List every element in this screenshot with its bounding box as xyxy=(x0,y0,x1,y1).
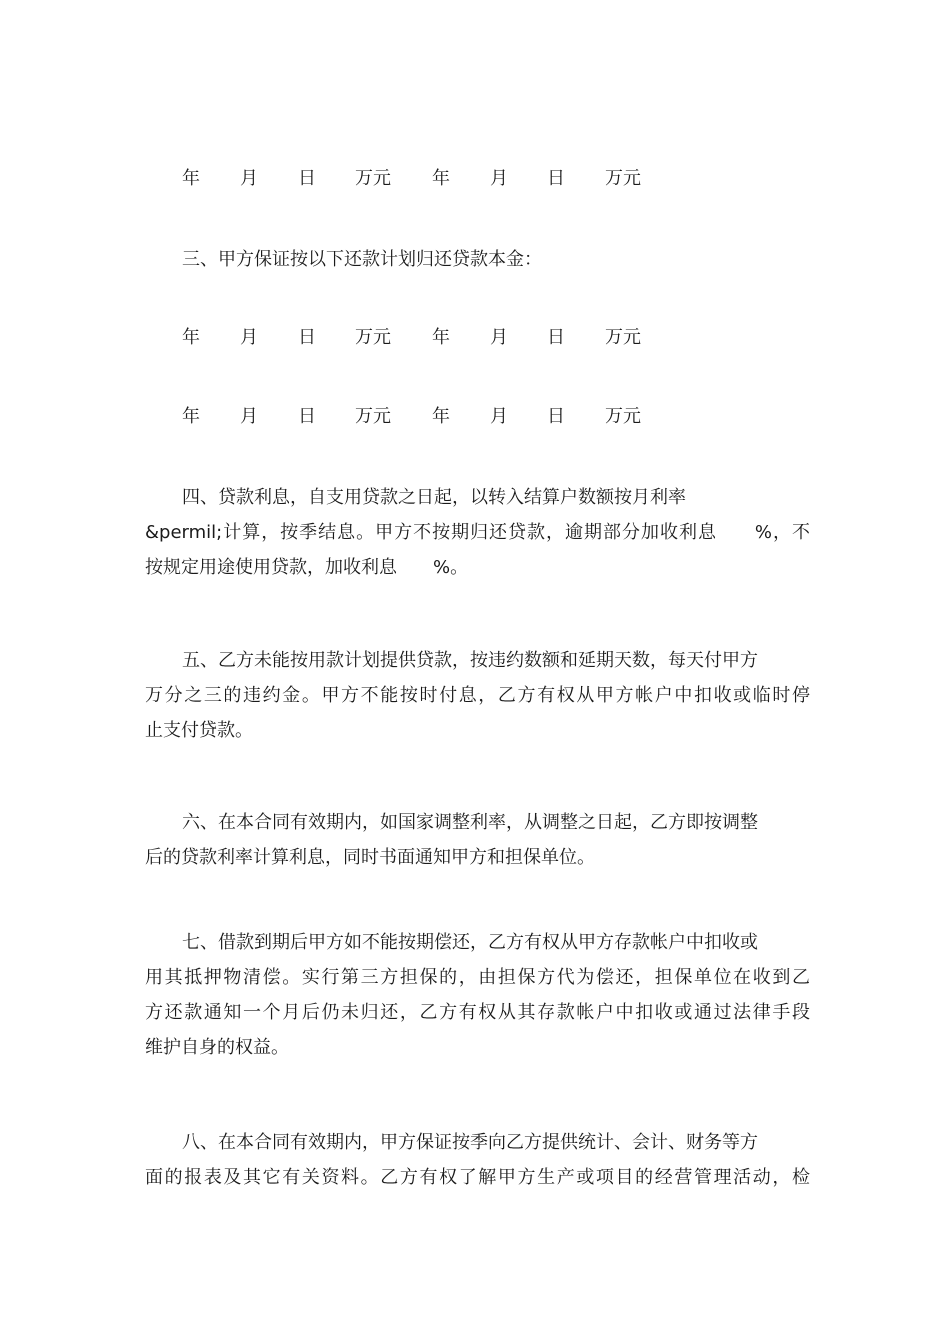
amount-label: 万元 xyxy=(355,168,391,189)
clause-7 xyxy=(145,925,810,1065)
amount-label: 万元 xyxy=(355,327,391,348)
year-label: 年 xyxy=(432,406,450,427)
clause-7-line: 用其抵押物清偿。实行第三方担保的，由担保方代为偿还，担保单位在收到乙 xyxy=(145,967,810,988)
clause-6 xyxy=(145,805,810,875)
year-label: 年 xyxy=(182,168,200,189)
clause-7-line: 方还款通知一个月后仍未归还，乙方有权从其存款帐户中扣收或通过法律手段 xyxy=(145,1002,810,1023)
repayment-date-row-1 xyxy=(0,164,950,194)
clause-7-line: 七、借款到期后甲方如不能按期偿还，乙方有权从甲方存款帐户中扣收或 xyxy=(182,932,758,953)
clause-4 xyxy=(145,480,810,585)
day-label: 日 xyxy=(547,327,565,348)
year-label: 年 xyxy=(432,168,450,189)
clause-3 xyxy=(145,242,810,277)
month-label: 月 xyxy=(490,327,508,348)
clause-5-line: 五、乙方未能按用款计划提供贷款，按违约数额和延期天数，每天付甲方 xyxy=(182,650,758,671)
month-label: 月 xyxy=(490,406,508,427)
clause-4-line: 按规定用途使用贷款，加收利息 %。 xyxy=(145,557,469,578)
clause-3-text: 三、甲方保证按以下还款计划归还贷款本金： xyxy=(182,249,542,270)
clause-4-line: 四、贷款利息，自支用贷款之日起，以转入结算户数额按月利率 xyxy=(182,487,686,508)
month-label: 月 xyxy=(240,168,258,189)
clause-5 xyxy=(145,643,810,748)
year-label: 年 xyxy=(182,327,200,348)
repayment-date-row-2 xyxy=(0,323,950,353)
year-label: 年 xyxy=(432,327,450,348)
year-label: 年 xyxy=(182,406,200,427)
day-label: 日 xyxy=(547,168,565,189)
day-label: 日 xyxy=(298,327,316,348)
amount-label: 万元 xyxy=(605,327,641,348)
month-label: 月 xyxy=(240,406,258,427)
amount-label: 万元 xyxy=(605,406,641,427)
clause-5-line: 止支付贷款。 xyxy=(145,720,253,741)
clause-7-line: 维护自身的权益。 xyxy=(145,1037,289,1058)
clause-8-line: 面的报表及其它有关资料。乙方有权了解甲方生产或项目的经营管理活动，检 xyxy=(145,1167,810,1188)
day-label: 日 xyxy=(298,168,316,189)
clause-5-line: 万分之三的违约金。甲方不能按时付息，乙方有权从甲方帐户中扣收或临时停 xyxy=(145,685,810,706)
clause-6-line: 后的贷款利率计算利息，同时书面通知甲方和担保单位。 xyxy=(145,847,595,868)
clause-4-line: &permil;计算，按季结息。甲方不按期归还贷款，逾期部分加收利息 %，不 xyxy=(145,522,810,543)
amount-label: 万元 xyxy=(605,168,641,189)
amount-label: 万元 xyxy=(355,406,391,427)
clause-6-line: 六、在本合同有效期内，如国家调整利率，从调整之日起，乙方即按调整 xyxy=(182,812,758,833)
clause-8 xyxy=(145,1125,810,1195)
day-label: 日 xyxy=(547,406,565,427)
clause-8-line: 八、在本合同有效期内，甲方保证按季向乙方提供统计、会计、财务等方 xyxy=(182,1132,758,1153)
repayment-date-row-3 xyxy=(0,402,950,432)
month-label: 月 xyxy=(240,327,258,348)
month-label: 月 xyxy=(490,168,508,189)
day-label: 日 xyxy=(298,406,316,427)
